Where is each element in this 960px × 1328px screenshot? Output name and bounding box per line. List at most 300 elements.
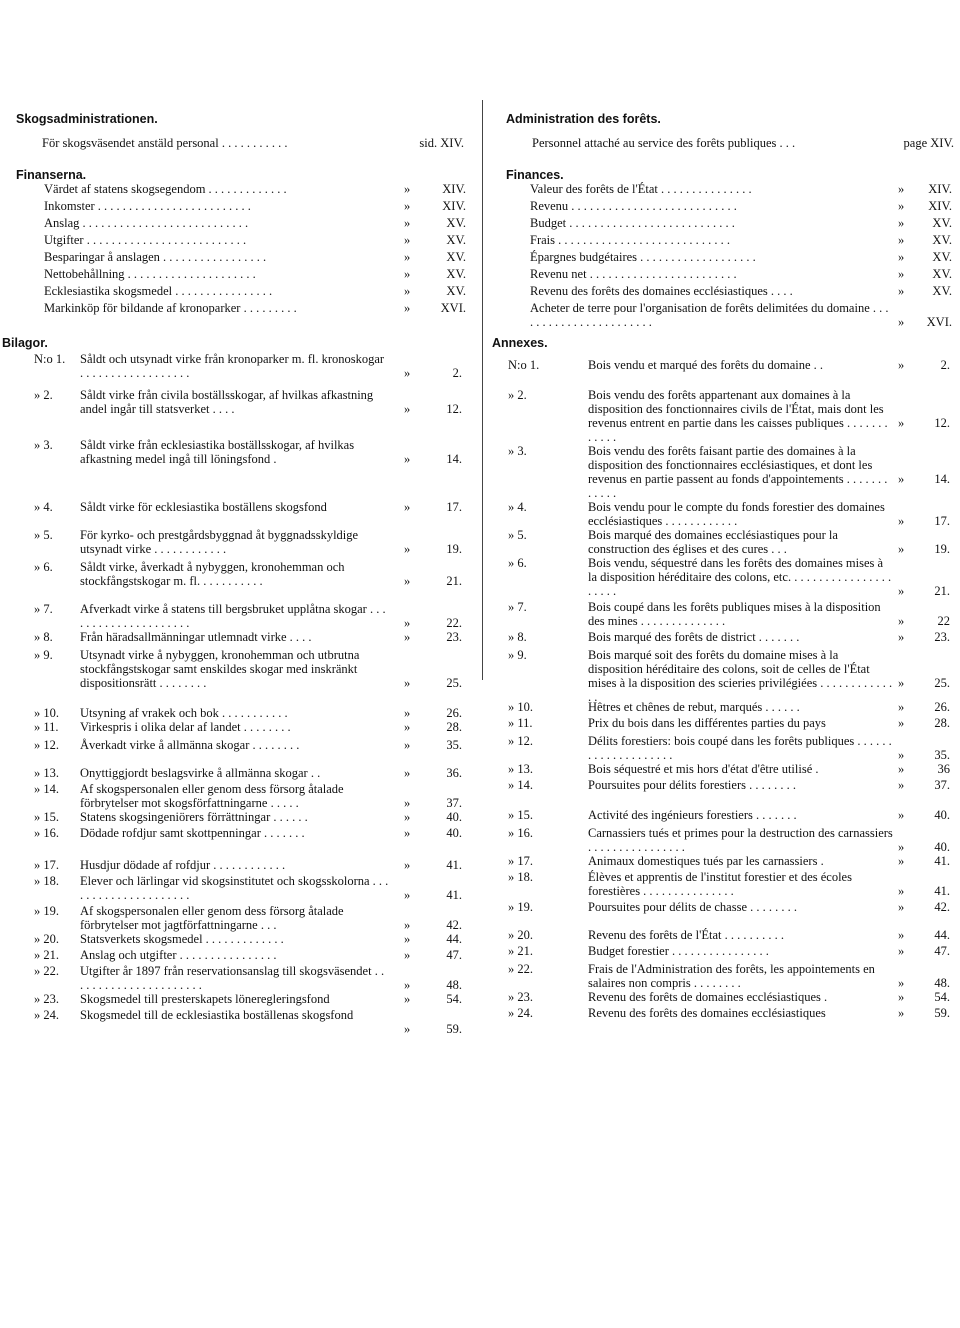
ditto-mark: »	[404, 216, 411, 230]
annex-title: Såldt virke, åverkadt å nybyggen, kronohemman och stockfångstskogar m. fl. . . . . . . . . . .	[80, 560, 345, 588]
page-number: 44.	[934, 928, 950, 942]
page-number: 35.	[934, 748, 950, 762]
annex-number: » 4.	[34, 500, 53, 514]
page-reference: XIV.	[442, 182, 466, 196]
entry-label: Utgifter . . . . . . . . . . . . . . . . . . . . . . . . . .	[44, 233, 247, 247]
ditto-mark: »	[404, 978, 411, 992]
ditto-mark: »	[404, 796, 411, 810]
annex-title: Bois marqué des forêts de district . . . . . . .	[588, 630, 800, 644]
ditto-mark: »	[898, 928, 905, 942]
ditto-mark: »	[404, 250, 411, 264]
annex-title: Poursuites pour délits forestiers . . . . . . . .	[588, 778, 796, 792]
annex-entry[interactable]	[0, 782, 472, 810]
ditto-mark: »	[404, 888, 411, 902]
ditto-mark: »	[898, 614, 905, 628]
page-number: 21.	[446, 574, 462, 588]
ditto-mark: »	[898, 250, 905, 264]
annex-entry[interactable]	[0, 904, 472, 932]
annex-title: Revenu des forêts des domaines ecclésiastiques	[588, 1006, 826, 1020]
annex-entry[interactable]	[0, 500, 472, 514]
entry-label: Revenu des forêts des domaines ecclésiastiques . . . .	[530, 284, 793, 298]
annex-number: » 8.	[34, 630, 53, 644]
annex-entry[interactable]	[0, 992, 472, 1006]
ditto-mark: »	[404, 992, 411, 1006]
page-number: 12.	[446, 402, 462, 416]
annex-entry[interactable]	[488, 762, 960, 776]
annex-title: Bois marqué des domaines ecclésiastiques pour la construction des églises et des cures . . .	[588, 528, 838, 556]
page-reference: XV.	[446, 284, 466, 298]
annex-number: » 23.	[508, 990, 533, 1004]
annex-title: Elever och lärlingar vid skogsinstitutet och skogsskolorna . . . . . . . . . . . . . . . . . . . . .	[80, 874, 389, 902]
page-reference: XV.	[932, 267, 952, 281]
page-number: 26.	[446, 706, 462, 720]
annex-title: Bois vendu, séquestré dans les forêts des domaines mises à la disposition héréditaire des colons, etc. . . . . . . . . . . . . . . . . . . . . .	[588, 556, 892, 598]
finance-entry[interactable]	[488, 267, 960, 281]
ditto-mark: »	[404, 948, 411, 962]
annex-entry[interactable]	[488, 358, 960, 372]
annex-title: Budget forestier . . . . . . . . . . . . . . . .	[588, 944, 769, 958]
finance-heading: Finanserna.	[16, 168, 87, 182]
finance-entry[interactable]	[0, 267, 472, 281]
page-number: 42.	[934, 900, 950, 914]
annex-entry[interactable]	[488, 388, 960, 444]
annex-number: » 20.	[508, 928, 533, 942]
annex-title: Délits forestiers: bois coupé dans les forêts publiques . . . . . . . . . . . . . . . . . . . .	[588, 734, 892, 762]
annex-entry[interactable]	[0, 602, 472, 630]
ditto-mark: »	[404, 918, 411, 932]
ditto-mark: »	[898, 854, 905, 868]
page-number: 19.	[446, 542, 462, 556]
ditto-mark: »	[898, 748, 905, 762]
annex-entry[interactable]	[0, 352, 472, 380]
annex-entry[interactable]	[488, 700, 960, 714]
page-number: 47.	[934, 944, 950, 958]
page-reference: XV.	[446, 216, 466, 230]
finance-entry[interactable]	[0, 284, 472, 298]
annex-number: N:o 1.	[34, 352, 66, 366]
ditto-mark: »	[898, 808, 905, 822]
annex-entry[interactable]	[488, 962, 960, 990]
annex-title: Af skogspersonalen eller genom dess försorg åtalade förbrytelser mot skogsförfattningarne . . . . .	[80, 782, 344, 810]
page-number: 28.	[446, 720, 462, 734]
page-number: 17.	[934, 514, 950, 528]
annex-entry[interactable]	[0, 948, 472, 962]
annex-title: Onyttiggjordt beslagsvirke å allmänna skogar . .	[80, 766, 321, 780]
page-reference: XV.	[932, 216, 952, 230]
page-reference: XV.	[446, 250, 466, 264]
annex-entry[interactable]	[488, 734, 960, 762]
page-reference: XV.	[932, 284, 952, 298]
ditto-mark: »	[404, 932, 411, 946]
annex-title: Utgifter år 1897 från reservationsanslag till skogsväsendet . . . . . . . . . . . . . . . . . . . . . .	[80, 964, 385, 992]
annex-number: » 6.	[34, 560, 53, 574]
ditto-mark: »	[898, 990, 905, 1004]
annex-title: Utsynadt virke å nybyggen, kronohemman och utbrutna stockfångstskogar samt enskildes skogar med inskränkt dispositionsrätt . . . . . . . .	[80, 648, 360, 690]
annex-title: Revenu des forêts de domaines ecclésiastiques .	[588, 990, 828, 1004]
page-number: 23.	[934, 630, 950, 644]
page-number: 41.	[934, 854, 950, 868]
annex-entry[interactable]	[488, 826, 960, 854]
annex-number: » 6.	[508, 556, 527, 570]
page-number: 25.	[934, 676, 950, 690]
annex-number: » 8.	[508, 630, 527, 644]
annex-number: » 21.	[508, 944, 533, 958]
annex-entry[interactable]	[0, 438, 472, 466]
annex-entry[interactable]	[0, 858, 472, 872]
entry-label: Frais . . . . . . . . . . . . . . . . . . . . . . . . . . . .	[530, 233, 730, 247]
annex-number: » 22.	[508, 962, 533, 976]
annex-entry[interactable]	[488, 778, 960, 792]
annex-title: Bois vendu des forêts appartenant aux domaines à la disposition des fonctionnaires civils de l'État, mais dont les revenus entrent en partie dans les caisses publiques . . . . . . . . . . . .	[588, 388, 888, 444]
annex-entry[interactable]	[0, 720, 472, 734]
ditto-mark: »	[898, 284, 905, 298]
annex-title: Såldt virke för ecklesiastika boställens skogsfond	[80, 500, 327, 514]
annex-number: » 4.	[508, 500, 527, 514]
page-number: 59.	[934, 1006, 950, 1020]
finance-entry[interactable]	[0, 199, 472, 213]
ditto-mark: »	[404, 574, 411, 588]
annex-entry[interactable]	[0, 932, 472, 946]
ditto-mark: »	[404, 630, 411, 644]
annex-title: Bois coupé dans les forêts publiques mises à la disposition des mines . . . . . . . . . . . . . .	[588, 600, 881, 628]
ditto-mark: »	[404, 402, 411, 416]
annex-title: Élèves et apprentis de l'institut forestier et des écoles forestières . . . . . . . . . . . . . . .	[588, 870, 852, 898]
ditto-mark: »	[404, 676, 411, 690]
annex-entry[interactable]	[0, 706, 472, 720]
annex-entry[interactable]	[0, 388, 472, 416]
page-number: 28.	[934, 716, 950, 730]
page-number: 54.	[446, 992, 462, 1006]
ditto-mark: »	[898, 700, 905, 714]
page-number: 40.	[446, 826, 462, 840]
annex-number: » 3.	[34, 438, 53, 452]
annex-entry[interactable]	[488, 944, 960, 958]
page-number: 2.	[452, 366, 462, 380]
annex-entry[interactable]	[0, 738, 472, 752]
page-reference: XVI.	[926, 315, 952, 329]
annex-entry[interactable]	[0, 766, 472, 780]
annex-number: » 14.	[34, 782, 59, 796]
ditto-mark: »	[898, 762, 905, 776]
annex-number: » 16.	[508, 826, 533, 840]
page-reference: XIV.	[928, 199, 952, 213]
annex-number: » 24.	[34, 1008, 59, 1022]
annex-entry[interactable]	[488, 500, 960, 528]
annex-title: Bois séquestré et mis hors d'état d'être utilisé .	[588, 762, 819, 776]
annex-number: » 17.	[508, 854, 533, 868]
finance-entry[interactable]	[488, 301, 960, 329]
annex-entry[interactable]	[488, 556, 960, 598]
finance-entry[interactable]	[0, 182, 472, 196]
entry-label: Anslag . . . . . . . . . . . . . . . . . . . . . . . . . . .	[44, 216, 249, 230]
annex-entry[interactable]	[488, 854, 960, 868]
page-number: 48.	[934, 976, 950, 990]
annex-entry[interactable]	[488, 990, 960, 1004]
finance-entry[interactable]	[0, 301, 472, 315]
ditto-mark: »	[404, 810, 411, 824]
annex-entry[interactable]	[488, 928, 960, 942]
annex-entry[interactable]	[488, 600, 960, 628]
annex-title: Bois vendu des forêts faisant partie des domaines à la disposition des fonctionnaires ecclésiastiques, et dont les revenus en partie passent au fonds d'appointements . . . . . . . . . . . .	[588, 444, 888, 500]
page-number: 35.	[446, 738, 462, 752]
annex-number: » 10.	[34, 706, 59, 720]
annex-number: » 11.	[508, 716, 533, 730]
page-number: 41.	[446, 858, 462, 872]
annex-title: Husdjur dödade af rofdjur . . . . . . . . . . . .	[80, 858, 286, 872]
finance-entry[interactable]	[0, 216, 472, 230]
entry-label: Ecklesiastika skogsmedel . . . . . . . . . . . . . . . .	[44, 284, 273, 298]
entry-label: Värdet af statens skogsegendom . . . . . . . . . . . . .	[44, 182, 287, 196]
annex-number: » 5.	[508, 528, 527, 542]
entry-label: Épargnes budgétaires . . . . . . . . . . . . . . . . . . .	[530, 250, 756, 264]
annex-entry[interactable]	[488, 808, 960, 822]
annex-title: Såldt virke från ecklesiastika boställsskogar, af hvilkas afkastning medel ingå till löningsfond .	[80, 438, 355, 466]
page-reference: XV.	[932, 233, 952, 247]
ditto-mark: »	[898, 182, 905, 196]
annex-number: » 5.	[34, 528, 53, 542]
ditto-mark: »	[898, 840, 905, 854]
ditto-mark: »	[898, 976, 905, 990]
annex-entry[interactable]	[488, 1006, 960, 1020]
page-reference: XV.	[446, 233, 466, 247]
page-number: 41.	[446, 888, 462, 902]
annex-title: Afverkadt virke å statens till bergsbruket upplåtna skogar . . . . . . . . . . . . . . . . . . . . .	[80, 602, 386, 630]
annex-title: Såldt virke från civila boställsskogar, af hvilkas afkastning andel ingår till statsverket . . . .	[80, 388, 374, 416]
annex-number: » 14.	[508, 778, 533, 792]
entry-label: Personnel attaché au service des forêts publiques . . .	[532, 136, 796, 150]
annex-title: Activité des ingénieurs forestiers . . . . . . .	[588, 808, 797, 822]
page-number: 12.	[934, 416, 950, 430]
ditto-mark: »	[898, 542, 905, 556]
ditto-mark: »	[404, 738, 411, 752]
ditto-mark: »	[898, 884, 905, 898]
annex-title: Skogsmedel till presterskapets löneregleringsfond	[80, 992, 330, 1006]
page-reference: XIV.	[928, 182, 952, 196]
annex-number: » 9.	[34, 648, 53, 662]
annex-entry[interactable]	[0, 826, 472, 840]
annex-title: För kyrko- och prestgårdsbyggnad åt byggnadsskyldige utsynadt virke . . . . . . . . . . . .	[80, 528, 359, 556]
annex-title: Virkespris i olika delar af landet . . . . . . . .	[80, 720, 291, 734]
page-number: 26.	[934, 700, 950, 714]
annex-number: » 17.	[34, 858, 59, 872]
ditto-mark: »	[404, 284, 411, 298]
annex-title: Poursuites pour délits de chasse . . . . . . . .	[588, 900, 798, 914]
annex-entry[interactable]	[0, 630, 472, 644]
entry-label: Revenu . . . . . . . . . . . . . . . . . . . . . . . . . . .	[530, 199, 737, 213]
page-reference: XV.	[446, 267, 466, 281]
annex-title: Utsyning af vrakek och bok . . . . . . . . . . .	[80, 706, 288, 720]
annex-title: Bois marqué soit des forêts du domaine mises à la disposition héréditaire des colons, soit de celles de l'État mises à la disposition des scieries privilégiées . . . . . . . . . . . . . .	[588, 648, 893, 704]
annex-title: Carnassiers tués et primes pour la destruction des carnassiers . . . . . . . . . . . . . . . .	[588, 826, 893, 854]
annex-title: Bois vendu pour le compte du fonds forestier des domaines ecclésiastiques . . . . . . . . . . . .	[588, 500, 885, 528]
ditto-mark: »	[898, 778, 905, 792]
entry-label: Besparingar å anslagen . . . . . . . . . . . . . . . . .	[44, 250, 267, 264]
ditto-mark: »	[898, 216, 905, 230]
annex-number: » 7.	[508, 600, 527, 614]
annex-entry[interactable]	[0, 1008, 472, 1036]
finance-entry[interactable]	[488, 284, 960, 298]
annex-number: » 22.	[34, 964, 59, 978]
annex-title: Anslag och utgifter . . . . . . . . . . . . . . . .	[80, 948, 277, 962]
entry-label: Acheter de terre pour l'organisation de forêts delimitées du domaine . . . . . . . . . . . . . . . . . . . . . . .	[530, 301, 889, 329]
annex-entry[interactable]	[488, 648, 960, 704]
page-number: 36.	[446, 766, 462, 780]
annex-entry[interactable]	[488, 630, 960, 644]
annex-number: » 18.	[508, 870, 533, 884]
finance-entry[interactable]	[0, 233, 472, 247]
ditto-mark: »	[404, 452, 411, 466]
annex-number: » 19.	[34, 904, 59, 918]
entry-label: Revenu net . . . . . . . . . . . . . . . . . . . . . . . .	[530, 267, 737, 281]
annex-number: » 2.	[34, 388, 53, 402]
annex-number: » 7.	[34, 602, 53, 616]
ditto-mark: »	[898, 267, 905, 281]
entry-label: Inkomster . . . . . . . . . . . . . . . . . . . . . . . . .	[44, 199, 251, 213]
ditto-mark: »	[404, 616, 411, 630]
annex-entry[interactable]	[0, 648, 472, 690]
ditto-mark: »	[898, 944, 905, 958]
ditto-mark: »	[404, 199, 411, 213]
annex-title: Af skogspersonalen eller genom dess försorg åtalade förbrytelser mot jagtförfattningarne . . .	[80, 904, 344, 932]
page-number: 40.	[934, 840, 950, 854]
page-reference: page XIV.	[903, 136, 954, 150]
finance-entry[interactable]	[0, 250, 472, 264]
ditto-mark: »	[898, 233, 905, 247]
page-number: 22	[937, 614, 950, 628]
annex-entry[interactable]	[0, 810, 472, 824]
page-number: 59.	[446, 1022, 462, 1036]
annex-number: N:o 1.	[508, 358, 540, 372]
ditto-mark: »	[898, 358, 905, 372]
page-number: 21.	[934, 584, 950, 598]
ditto-mark: »	[404, 720, 411, 734]
ditto-mark: »	[898, 472, 905, 486]
page-reference: XIV.	[442, 199, 466, 213]
annex-title: Animaux domestiques tués par les carnassiers .	[588, 854, 824, 868]
annex-entry[interactable]	[488, 528, 960, 556]
annex-entry[interactable]	[488, 444, 960, 500]
page-number: 37.	[446, 796, 462, 810]
annex-title: Prix du bois dans les différentes parties du pays	[588, 716, 826, 730]
page-number: 17.	[446, 500, 462, 514]
ditto-mark: »	[898, 315, 905, 329]
page-number: 2.	[940, 358, 950, 372]
annex-number: » 15.	[34, 810, 59, 824]
page-number: 36	[937, 762, 950, 776]
ditto-mark: »	[898, 514, 905, 528]
ditto-mark: »	[898, 676, 905, 690]
ditto-mark: »	[404, 858, 411, 872]
annex-heading: Bilagor.	[2, 336, 48, 350]
annex-number: » 12.	[508, 734, 533, 748]
annex-number: » 19.	[508, 900, 533, 914]
page-number: 14.	[446, 452, 462, 466]
annex-number: » 2.	[508, 388, 527, 402]
page-number: 47.	[446, 948, 462, 962]
annex-title: Revenu des forêts de l'État . . . . . . . . . .	[588, 928, 784, 942]
entry-label: Budget . . . . . . . . . . . . . . . . . . . . . . . . . . .	[530, 216, 735, 230]
page-number: 40.	[934, 808, 950, 822]
annex-entry[interactable]	[488, 716, 960, 730]
annex-title: Från häradsallmänningar utlemnadt virke . . . .	[80, 630, 312, 644]
page-number: 22.	[446, 616, 462, 630]
annex-number: » 11.	[34, 720, 59, 734]
page-reference: XV.	[932, 250, 952, 264]
annex-number: » 13.	[508, 762, 533, 776]
annex-number: » 18.	[34, 874, 59, 888]
finance-entry[interactable]	[488, 216, 960, 230]
ditto-mark: »	[898, 716, 905, 730]
entry-label: Valeur des forêts de l'État . . . . . . . . . . . . . . .	[530, 182, 752, 196]
ditto-mark: »	[404, 366, 411, 380]
annex-number: » 3.	[508, 444, 527, 458]
page-number: 48.	[446, 978, 462, 992]
finance-entry[interactable]	[488, 250, 960, 264]
section-heading: Skogsadministrationen.	[16, 112, 158, 126]
ditto-mark: »	[404, 1022, 411, 1036]
entry-label: Nettobehållning . . . . . . . . . . . . . . . . . . . . .	[44, 267, 256, 281]
ditto-mark: »	[404, 542, 411, 556]
ditto-mark: »	[898, 199, 905, 213]
ditto-mark: »	[898, 630, 905, 644]
annex-title: Dödade rofdjur samt skottpenningar . . . . . . .	[80, 826, 305, 840]
annex-number: » 15.	[508, 808, 533, 822]
annex-entry[interactable]	[0, 964, 472, 992]
annex-entry[interactable]	[0, 528, 472, 556]
ditto-mark: »	[898, 416, 905, 430]
personnel-entry[interactable]	[488, 136, 960, 150]
page-number: 37.	[934, 778, 950, 792]
annex-entry[interactable]	[0, 874, 472, 902]
finance-heading: Finances.	[506, 168, 564, 182]
annex-number: » 12.	[34, 738, 59, 752]
ditto-mark: »	[898, 900, 905, 914]
annex-number: » 21.	[34, 948, 59, 962]
page-number: 25.	[446, 676, 462, 690]
entry-label: För skogsväsendet anstäld personal . . . . . . . . . . .	[42, 136, 288, 150]
annex-title: Skogsmedel till de ecklesiastika boställenas skogsfond	[80, 1008, 354, 1022]
page-number: 42.	[446, 918, 462, 932]
ditto-mark: »	[404, 182, 411, 196]
annex-number: » 9.	[508, 648, 527, 662]
annex-number: » 13.	[34, 766, 59, 780]
page-number: 41.	[934, 884, 950, 898]
page-number: 54.	[934, 990, 950, 1004]
page-number: 14.	[934, 472, 950, 486]
ditto-mark: »	[404, 267, 411, 281]
finance-entry[interactable]	[488, 233, 960, 247]
personnel-entry[interactable]	[0, 136, 472, 150]
annex-number: » 20.	[34, 932, 59, 946]
ditto-mark: »	[404, 233, 411, 247]
annex-number: » 16.	[34, 826, 59, 840]
ditto-mark: »	[404, 301, 411, 315]
annex-entry[interactable]	[0, 560, 472, 588]
annex-title: Statsverkets skogsmedel . . . . . . . . . . . . .	[80, 932, 284, 946]
finance-entry[interactable]	[488, 182, 960, 196]
ditto-mark: »	[404, 706, 411, 720]
annex-heading: Annexes.	[492, 336, 548, 350]
annex-number: » 23.	[34, 992, 59, 1006]
page-reference: sid. XIV.	[419, 136, 464, 150]
finance-entry[interactable]	[488, 199, 960, 213]
annex-title: Hêtres et chênes de rebut, marqués . . . . . .	[588, 700, 800, 714]
annex-entry[interactable]	[488, 900, 960, 914]
annex-entry[interactable]	[488, 870, 960, 898]
page-number: 40.	[446, 810, 462, 824]
ditto-mark: »	[898, 584, 905, 598]
annex-title: Statens skogsingeniörers förrättningar . . . . . .	[80, 810, 308, 824]
